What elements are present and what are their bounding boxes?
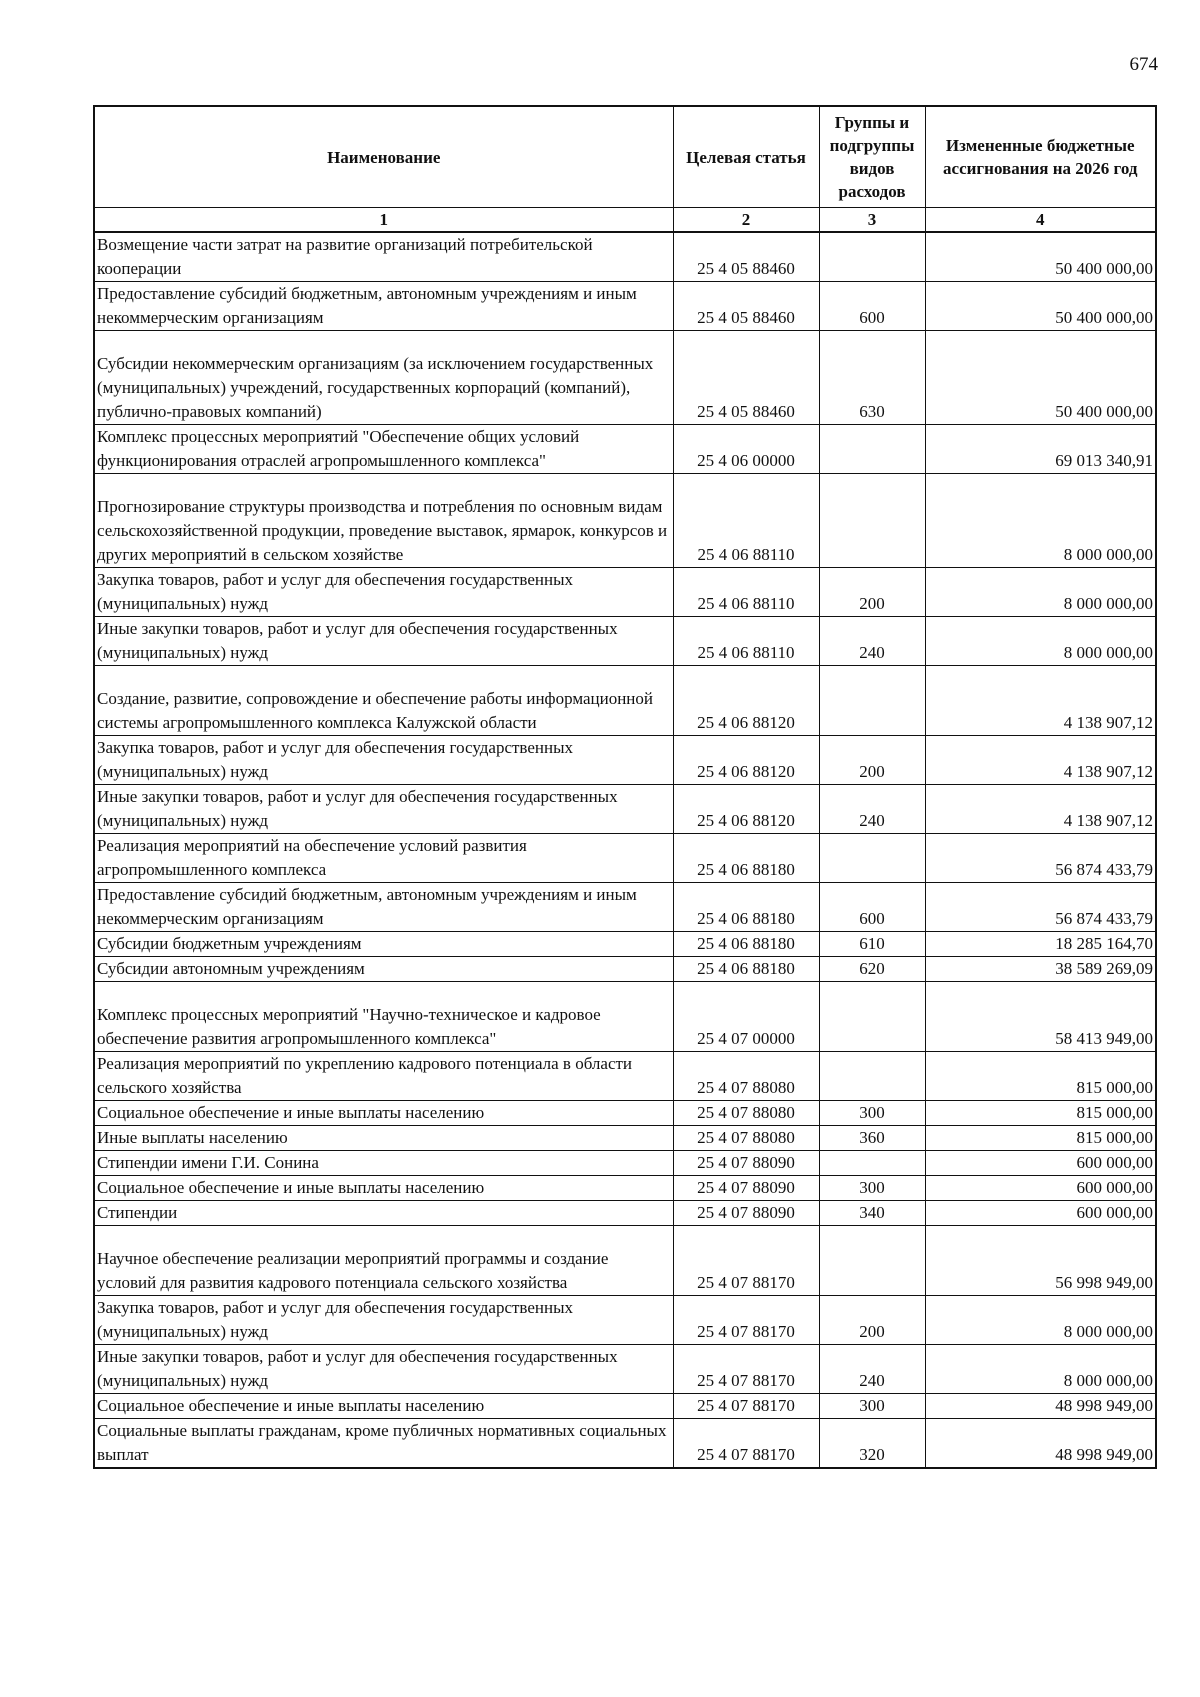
row-target-code: 25 4 05 88460 <box>673 331 819 425</box>
row-name: Предоставление субсидий бюджетным, автономным учреждениям и иным некоммерческим организациям <box>94 883 673 932</box>
table-row <box>94 1052 1156 1101</box>
row-name: Субсидии некоммерческим организациям (за исключением государственных (муниципальных) учреждений, государственных корпораций (компаний), публично-правовых компаний) <box>94 331 673 425</box>
row-expense-group: 340 <box>819 1201 925 1226</box>
column-number: 4 <box>925 208 1156 233</box>
header-target-article: Целевая статья <box>673 106 819 208</box>
row-expense-group <box>819 1151 925 1176</box>
row-name: Возмещение части затрат на развитие организаций потребительской кооперации <box>94 232 673 282</box>
row-expense-group: 200 <box>819 736 925 785</box>
row-target-code: 25 4 06 88180 <box>673 932 819 957</box>
row-expense-group <box>819 982 925 1052</box>
table-row <box>94 232 1156 282</box>
row-name: Комплекс процессных мероприятий "Обеспечение общих условий функционирования отраслей агропромышленного комплекса" <box>94 425 673 474</box>
row-name: Стипендии имени Г.И. Сонина <box>94 1151 673 1176</box>
row-amount: 4 138 907,12 <box>925 736 1156 785</box>
table-row <box>94 834 1156 883</box>
row-amount: 4 138 907,12 <box>925 666 1156 736</box>
row-amount: 815 000,00 <box>925 1101 1156 1126</box>
row-expense-group <box>819 232 925 282</box>
row-amount: 48 998 949,00 <box>925 1394 1156 1419</box>
row-expense-group: 240 <box>819 617 925 666</box>
row-amount: 8 000 000,00 <box>925 617 1156 666</box>
row-expense-group: 240 <box>819 785 925 834</box>
table-row <box>94 1345 1156 1394</box>
row-name: Социальное обеспечение и иные выплаты населению <box>94 1101 673 1126</box>
row-target-code: 25 4 07 88170 <box>673 1345 819 1394</box>
table-row <box>94 425 1156 474</box>
row-amount: 600 000,00 <box>925 1151 1156 1176</box>
table-row <box>94 883 1156 932</box>
row-target-code: 25 4 07 88080 <box>673 1126 819 1151</box>
row-expense-group: 600 <box>819 282 925 331</box>
row-expense-group <box>819 834 925 883</box>
header-amount: Измененные бюджетные ассигнования на 2026 год <box>925 106 1156 208</box>
table-row <box>94 666 1156 736</box>
row-expense-group: 630 <box>819 331 925 425</box>
row-name: Социальные выплаты гражданам, кроме публичных нормативных социальных выплат <box>94 1419 673 1469</box>
row-target-code: 25 4 07 88170 <box>673 1394 819 1419</box>
row-amount: 50 400 000,00 <box>925 331 1156 425</box>
row-amount: 56 998 949,00 <box>925 1226 1156 1296</box>
row-name: Иные закупки товаров, работ и услуг для обеспечения государственных (муниципальных) нужд <box>94 617 673 666</box>
row-target-code: 25 4 07 88080 <box>673 1101 819 1126</box>
row-amount: 8 000 000,00 <box>925 568 1156 617</box>
table-row <box>94 785 1156 834</box>
table-row <box>94 282 1156 331</box>
row-name: Реализация мероприятий по укреплению кадрового потенциала в области сельского хозяйства <box>94 1052 673 1101</box>
row-name: Иные закупки товаров, работ и услуг для обеспечения государственных (муниципальных) нужд <box>94 1345 673 1394</box>
row-target-code: 25 4 07 88090 <box>673 1201 819 1226</box>
row-target-code: 25 4 07 88090 <box>673 1176 819 1201</box>
row-expense-group: 600 <box>819 883 925 932</box>
row-expense-group: 360 <box>819 1126 925 1151</box>
row-amount: 48 998 949,00 <box>925 1419 1156 1469</box>
row-target-code: 25 4 06 88120 <box>673 736 819 785</box>
table-row <box>94 568 1156 617</box>
row-target-code: 25 4 07 00000 <box>673 982 819 1052</box>
row-expense-group: 300 <box>819 1101 925 1126</box>
row-amount: 8 000 000,00 <box>925 1345 1156 1394</box>
row-amount: 58 413 949,00 <box>925 982 1156 1052</box>
row-expense-group: 620 <box>819 957 925 982</box>
table-row <box>94 474 1156 568</box>
row-target-code: 25 4 07 88170 <box>673 1419 819 1469</box>
page-number: 674 <box>1129 54 1158 75</box>
row-target-code: 25 4 07 88080 <box>673 1052 819 1101</box>
row-target-code: 25 4 07 88170 <box>673 1226 819 1296</box>
column-number: 1 <box>94 208 673 233</box>
column-number: 2 <box>673 208 819 233</box>
row-amount: 815 000,00 <box>925 1052 1156 1101</box>
table-row <box>94 957 1156 982</box>
row-amount: 50 400 000,00 <box>925 282 1156 331</box>
column-number: 3 <box>819 208 925 233</box>
row-amount: 56 874 433,79 <box>925 834 1156 883</box>
row-name: Иные выплаты населению <box>94 1126 673 1151</box>
row-expense-group: 200 <box>819 1296 925 1345</box>
row-name: Научное обеспечение реализации мероприятий программы и создание условий для развития кадрового потенциала сельского хозяйства <box>94 1226 673 1296</box>
table-row <box>94 1101 1156 1126</box>
row-name: Социальное обеспечение и иные выплаты населению <box>94 1176 673 1201</box>
row-expense-group: 300 <box>819 1394 925 1419</box>
row-name: Реализация мероприятий на обеспечение условий развития агропромышленного комплекса <box>94 834 673 883</box>
row-name: Субсидии бюджетным учреждениям <box>94 932 673 957</box>
row-amount: 600 000,00 <box>925 1201 1156 1226</box>
row-amount: 56 874 433,79 <box>925 883 1156 932</box>
row-amount: 69 013 340,91 <box>925 425 1156 474</box>
row-target-code: 25 4 06 00000 <box>673 425 819 474</box>
row-amount: 50 400 000,00 <box>925 232 1156 282</box>
row-expense-group <box>819 474 925 568</box>
row-expense-group: 240 <box>819 1345 925 1394</box>
row-name: Комплекс процессных мероприятий "Научно-техническое и кадровое обеспечение развития агропромышленного комплекса" <box>94 982 673 1052</box>
table-row <box>94 982 1156 1052</box>
row-expense-group: 200 <box>819 568 925 617</box>
budget-allocations-table <box>93 105 1157 1469</box>
table-row <box>94 1126 1156 1151</box>
row-expense-group: 610 <box>819 932 925 957</box>
table-row <box>94 932 1156 957</box>
table-row <box>94 1394 1156 1419</box>
table-row <box>94 736 1156 785</box>
row-amount: 18 285 164,70 <box>925 932 1156 957</box>
row-amount: 815 000,00 <box>925 1126 1156 1151</box>
row-target-code: 25 4 07 88170 <box>673 1296 819 1345</box>
row-target-code: 25 4 06 88120 <box>673 785 819 834</box>
row-name: Социальное обеспечение и иные выплаты населению <box>94 1394 673 1419</box>
row-name: Закупка товаров, работ и услуг для обеспечения государственных (муниципальных) нужд <box>94 568 673 617</box>
row-target-code: 25 4 06 88180 <box>673 883 819 932</box>
row-expense-group: 320 <box>819 1419 925 1469</box>
row-name: Субсидии автономным учреждениям <box>94 957 673 982</box>
row-amount: 8 000 000,00 <box>925 1296 1156 1345</box>
row-expense-group <box>819 1226 925 1296</box>
row-target-code: 25 4 06 88110 <box>673 474 819 568</box>
table-row <box>94 1201 1156 1226</box>
row-target-code: 25 4 06 88180 <box>673 834 819 883</box>
table-row <box>94 1296 1156 1345</box>
row-name: Создание, развитие, сопровождение и обеспечение работы информационной системы агропромышленного комплекса Калужской области <box>94 666 673 736</box>
table-row <box>94 617 1156 666</box>
row-expense-group <box>819 1052 925 1101</box>
row-amount: 38 589 269,09 <box>925 957 1156 982</box>
table-row <box>94 331 1156 425</box>
row-name: Иные закупки товаров, работ и услуг для обеспечения государственных (муниципальных) нужд <box>94 785 673 834</box>
row-name: Предоставление субсидий бюджетным, автономным учреждениям и иным некоммерческим организациям <box>94 282 673 331</box>
row-name: Закупка товаров, работ и услуг для обеспечения государственных (муниципальных) нужд <box>94 1296 673 1345</box>
row-target-code: 25 4 05 88460 <box>673 232 819 282</box>
row-amount: 600 000,00 <box>925 1176 1156 1201</box>
row-target-code: 25 4 06 88120 <box>673 666 819 736</box>
table-row <box>94 1151 1156 1176</box>
row-name: Закупка товаров, работ и услуг для обеспечения государственных (муниципальных) нужд <box>94 736 673 785</box>
row-amount: 4 138 907,12 <box>925 785 1156 834</box>
table-row <box>94 1176 1156 1201</box>
table-row <box>94 1419 1156 1469</box>
row-name: Прогнозирование структуры производства и потребления по основным видам сельскохозяйственной продукции, проведение выставок, ярмарок, конкурсов и других мероприятий в сельском хозяйстве <box>94 474 673 568</box>
header-name: Наименование <box>94 106 673 208</box>
table-row <box>94 1226 1156 1296</box>
row-target-code: 25 4 05 88460 <box>673 282 819 331</box>
row-expense-group: 300 <box>819 1176 925 1201</box>
row-expense-group <box>819 425 925 474</box>
row-target-code: 25 4 06 88110 <box>673 617 819 666</box>
row-target-code: 25 4 06 88180 <box>673 957 819 982</box>
row-name: Стипендии <box>94 1201 673 1226</box>
row-target-code: 25 4 07 88090 <box>673 1151 819 1176</box>
row-target-code: 25 4 06 88110 <box>673 568 819 617</box>
row-amount: 8 000 000,00 <box>925 474 1156 568</box>
header-expense-groups: Группы и подгруппы видов расходов <box>819 106 925 208</box>
row-expense-group <box>819 666 925 736</box>
